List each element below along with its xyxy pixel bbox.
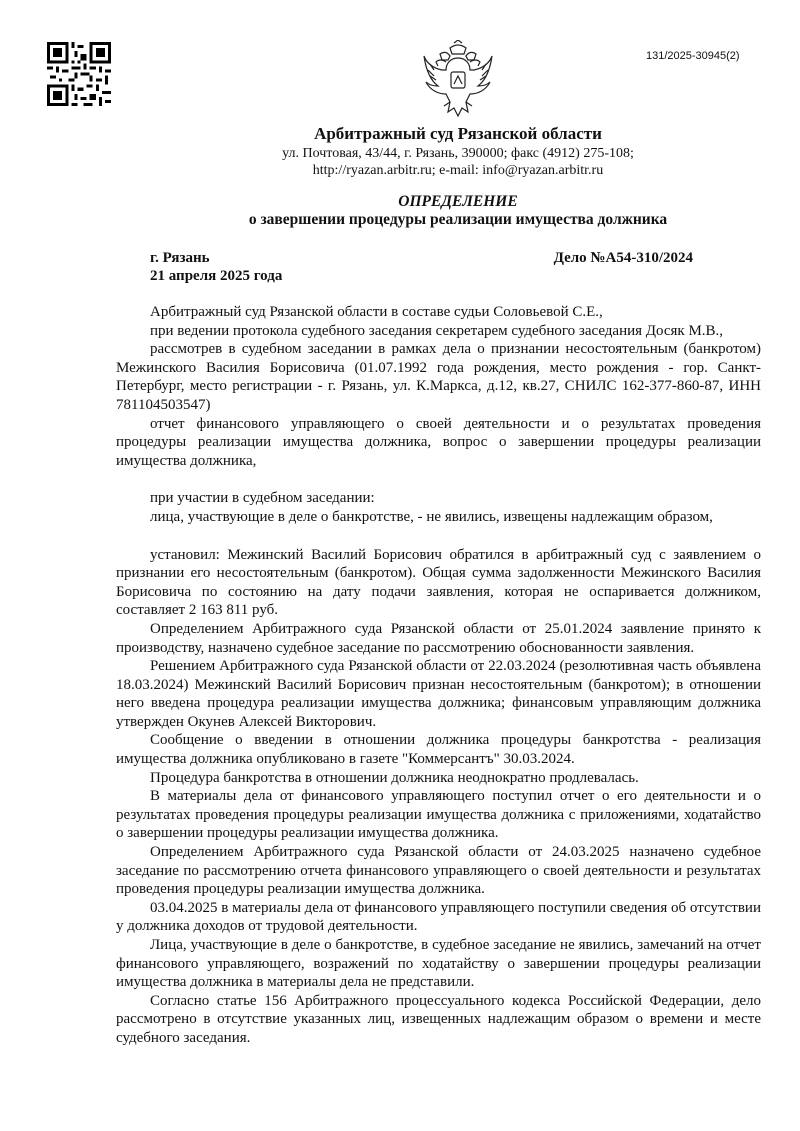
qr-code-icon bbox=[47, 42, 111, 106]
paragraph-income-info: 03.04.2025 в материалы дела от финансового управляющего поступили сведения об отсутствии у должника доходов от трудовой деятельности. bbox=[116, 899, 761, 935]
paragraph-publication: Сообщение о введении в отношении должника процедуры банкротства - реализация имущества должника опубликовано в газете "Коммерсантъ" 30.03.2024. bbox=[116, 732, 761, 768]
paragraph-report: отчет финансового управляющего о своей деятельности и о результатах проведения процедуры реализации имущества должника, вопрос о завершении процедуры реализации имущества должника, bbox=[116, 415, 761, 469]
paragraph-extension: Процедура банкротства в отношении должника неоднократно продлевалась. bbox=[150, 769, 639, 786]
paragraph-established: установил: Межинский Василий Борисович обратился в арбитражный суд с заявлением о признании его несостоятельным (банкротом). Общая сумма задолженности Межинского Василия Борисовича по состоянию на дату подачи заявления, которая не оспаривается должником, составляет 2 163 811 руб. bbox=[116, 546, 761, 619]
court-address bbox=[116, 145, 800, 179]
paragraph-participants: лица, участвующие в деле о банкротстве, - не явились, извещены надлежащим образом, bbox=[150, 508, 713, 525]
document-subtitle: о завершении процедуры реализации имущества должника bbox=[248, 211, 668, 228]
paragraph-no-objections: Лица, участвующие в деле о банкротстве, в судебное заседание не явились, замечаний на отчет финансового управляющего, возражений по ходатайству о завершении процедуры реализации имущества должника в материалы дела не представили. bbox=[116, 937, 761, 991]
paragraph-article-156: Согласно статье 156 Арбитражного процессуального кодекса Российской Федерации, дело рассмотрено в отсутствие указанных лиц, извещенных надлежащим образом о времени и месте судебного заседания. bbox=[116, 992, 761, 1046]
paragraph-participation: при участии в судебном заседании: bbox=[150, 490, 375, 507]
paragraph-case-subject: рассмотрев в судебном заседании в рамках дела о признании несостоятельным (банкротом) Межинского Василия Борисовича (01.07.1992 года рождения, место рождения - гор. Санкт-Петербург, место регистрации - г. Рязань, ул. К.Маркса, д.12, кв.27, СНИЛС 162-377-860-87, ИНН 781104503547) bbox=[116, 341, 761, 413]
document-date: 21 апреля 2025 года bbox=[150, 268, 283, 284]
case-id: 131/2025-30945(2) bbox=[646, 50, 740, 62]
paragraph-judge: Арбитражный суд Рязанской области в составе судьи Соловьевой С.Е., bbox=[150, 304, 603, 320]
paragraph-acceptance: Определением Арбитражного суда Рязанской области от 25.01.2024 заявление принято к производству, назначено судебное заседание по рассмотрению обоснованности заявления. bbox=[116, 620, 761, 656]
paragraph-secretary: при ведении протокола судебного заседания секретарем судебного заседания Досяк М.В., bbox=[150, 322, 724, 339]
paragraph-decision: Решением Арбитражного суда Рязанской области от 22.03.2024 (резолютивная часть объявлена 18.03.2024) Межинский Василий Борисович признан несостоятельным (банкротом); в отношении него введена процедура реализации имущества должника; финансовым управляющим должника утвержден Окунев Алексей Викторович. bbox=[116, 658, 761, 730]
paragraph-hearing-scheduled: Определением Арбитражного суда Рязанской области от 24.03.2025 назначено судебное заседание по рассмотрению отчета финансового управляющего о своей деятельности и результатах проведения процедуры реализации имущества должника. bbox=[116, 844, 761, 898]
court-address-line-1: ул. Почтовая, 43/44, г. Рязань, 390000; факс (4912) 275-108; bbox=[282, 146, 634, 161]
document-city: г. Рязань bbox=[150, 250, 210, 266]
russian-coat-of-arms-emblem bbox=[420, 40, 496, 120]
court-address-line-2: http://ryazan.arbitr.ru; e-mail: info@ryazan.arbitr.ru bbox=[312, 163, 604, 178]
document-type: ОПРЕДЕЛЕНИЕ bbox=[398, 193, 518, 210]
court-name: Арбитражный суд Рязанской области bbox=[314, 124, 602, 143]
paragraph-report-received: В материалы дела от финансового управляющего поступил отчет о его деятельности и о результатах проведения процедуры реализации имущества должника с приложениями, ходатайство о завершении процедуры реализации имущества должника. bbox=[116, 788, 761, 842]
document-body bbox=[116, 303, 761, 1048]
case-number: Дело №А54-310/2024 bbox=[553, 250, 693, 266]
